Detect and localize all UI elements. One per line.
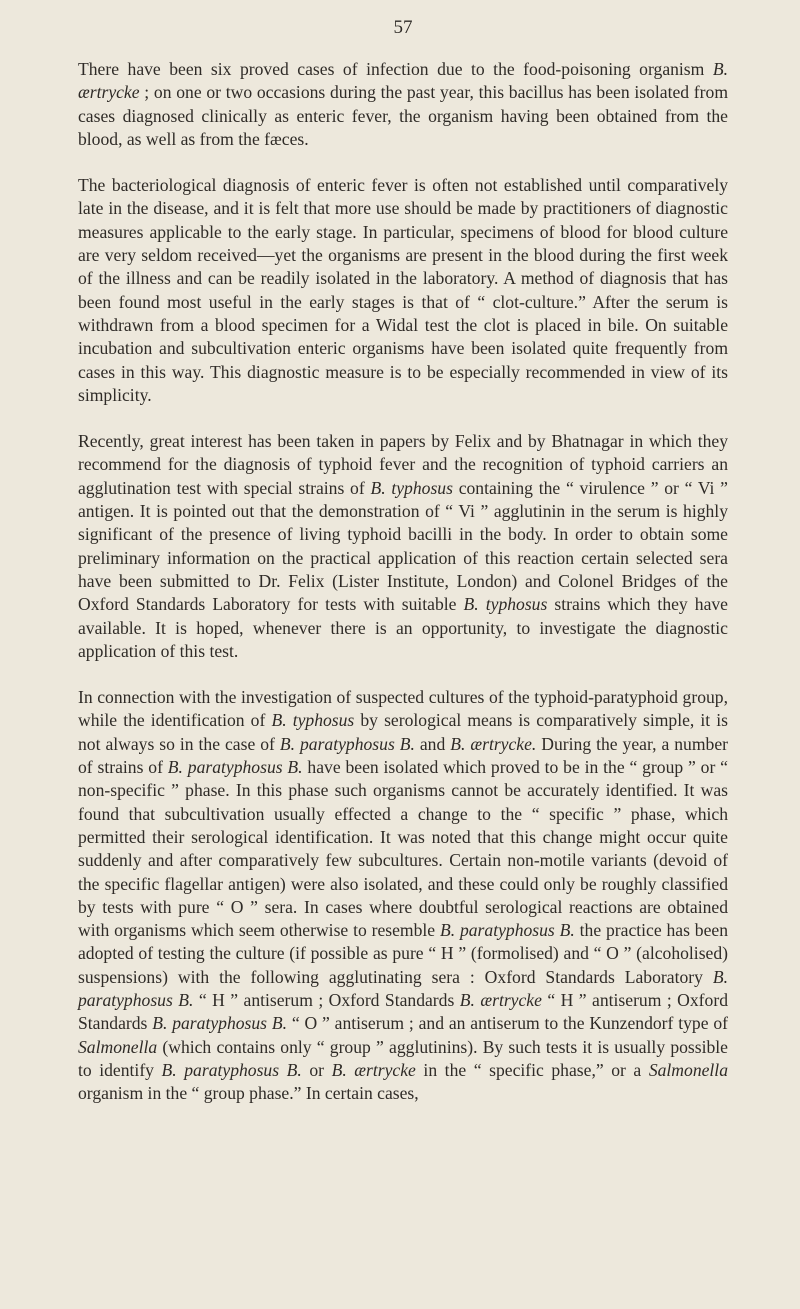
text-segment: Recently, great interest has been taken in papers by Felix and by Bhatnagar in which they recommend for the diagnosis of typhoid fever and the recognition of typhoid carriers an agglutination test with special strains of <box>78 431 728 498</box>
text-segment: In connection with the investigation of suspected cultures of the typhoid-paratyphoid group, while the identification of <box>78 687 728 731</box>
organism-name: Salmonella <box>648 1059 728 1080</box>
organism-name: B. typhosus <box>370 477 453 498</box>
organism-name: B. ærtrycke <box>78 59 728 103</box>
page-number: 57 <box>393 17 413 38</box>
paragraph <box>78 58 728 151</box>
text-segment: There have been six proved cases of infection due to the food-poisoning organism <box>78 59 713 79</box>
organism-name: B. paratyphosus B. <box>152 1013 288 1034</box>
organism-name: B. typhosus <box>271 710 355 731</box>
text-segment: in the “ specific phase,” or a <box>415 1059 649 1080</box>
organism-name: B. ærtrycke. <box>450 733 537 754</box>
text-segment: organism in the “ group phase.” In certain cases, <box>78 1083 419 1104</box>
text-segment: or <box>301 1059 332 1080</box>
organism-name: Salmonella <box>78 1036 158 1057</box>
paragraph <box>78 174 728 407</box>
text-segment: by serological means is comparatively simple, it is not always so in the case of <box>78 710 729 754</box>
organism-name: B. paratyphosus B. <box>161 1059 302 1080</box>
organism-name: B. paratyphosus B. <box>78 966 728 1010</box>
organism-name: B. ærtrycke <box>459 989 542 1010</box>
text-segment: “ H ” antiserum ; Oxford Standards <box>78 989 728 1034</box>
paragraph <box>78 430 728 663</box>
organism-name: B. paratyphosus B. <box>167 757 303 778</box>
text-segment: the practice has been adopted of testing the culture (if possible as pure “ H ” (formolised) and “ O ” (alcoholised) suspensions) with the following agglutinating sera : Oxford Standards Laboratory <box>78 920 729 987</box>
text-segment: ; on one or two occasions during the past year, this bacillus has been isolated from cases diagnosed clinically as enteric fever, the organism having been obtained from the blood, as well as from the fæces. <box>78 82 728 149</box>
text-segment: “ H ” antiserum ; Oxford Standards <box>193 989 460 1010</box>
text-segment: and <box>414 733 451 754</box>
text-segment: have been isolated which proved to be in the “ group ” or “ non-specific ” phase. In this phase such organisms cannot be accurately identified. It was found that subcultivation usually effected a change to the “ specific ” phase, which permitted their serological identification. It was noted that this change might occur quite suddenly and after comparatively few subcultures. Certain non-motile variants (devoid of the specific flagellar antigen) were also isolated, and these could only be roughly classified by tests with pure “ O ” sera. In cases where doubtful serological reactions are obtained with organisms which seem otherwise to resemble <box>78 757 728 941</box>
text-segment: During the year, a number of strains of <box>78 733 728 778</box>
text-segment: The bacteriological diagnosis of enteric fever is often not established until comparatively late in the disease, and it is felt that more use should be made by practitioners of diagnostic measures applicable to the early stage. In particular, specimens of blood for blood culture are very seldom received—yet the organisms are present in the blood during the first week of the illness and can be readily isolated in the laboratory. A method of diagnosis that has been found most useful in the early stages is that of “ clot-culture.” After the serum is withdrawn from a blood specimen for a Widal test the clot is placed in bile. On suitable incubation and subcultivation enteric organisms have been isolated quite frequently from cases in this way. This diagnostic measure is to be especially recommended in view of its simplicity. <box>78 175 728 405</box>
organism-name: B. ærtrycke <box>331 1059 416 1080</box>
organism-name: B. typhosus <box>463 594 548 615</box>
organism-name: B. paratyphosus B. <box>439 920 575 941</box>
text-segment: “ O ” antiserum ; and an antiserum to the Kunzendorf type of <box>287 1013 728 1034</box>
organism-name: B. paratyphosus B. <box>279 733 415 754</box>
paragraph <box>78 686 728 1105</box>
text-segment: strains which they have available. It is hoped, whenever there is an opportunity, to investigate the diagnostic application of this test. <box>78 594 728 661</box>
text-segment: containing the “ virulence ” or “ Vi ” antigen. It is pointed out that the demonstration of “ Vi ” agglutinin in the serum is highly significant of the presence of living typhoid bacilli in the body. In order to obtain some preliminary information on the practical application of this reaction certain selected sera have been submitted to Dr. Felix (Lister Institute, London) and Colonel Bridges of the Oxford Standards Laboratory for tests with suitable <box>78 477 728 615</box>
text-segment: (which contains only “ group ” agglutinins). By such tests it is usually possible to identify <box>78 1036 728 1080</box>
